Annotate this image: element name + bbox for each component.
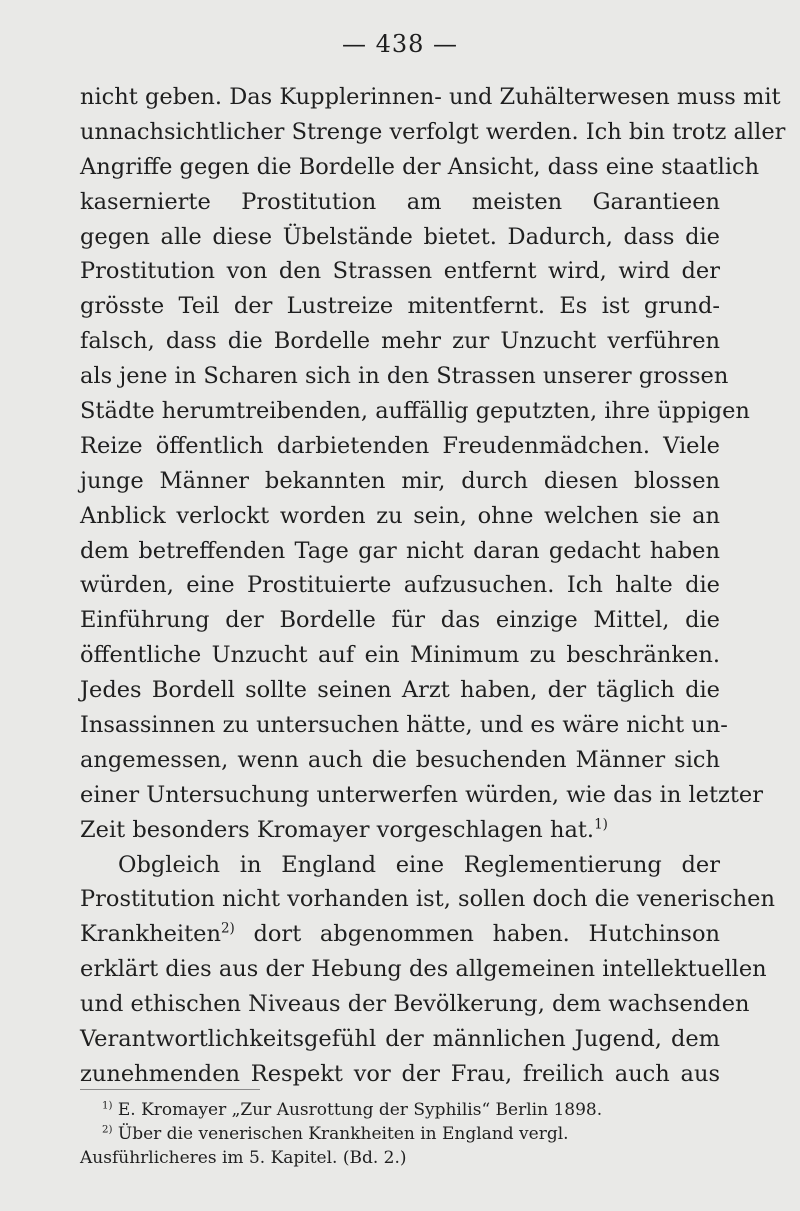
footnote-ref-1: 1) bbox=[594, 816, 608, 833]
text-line-6: Prostitution von den Strassen entfernt wird, wird der bbox=[80, 258, 720, 285]
page-number: — 438 — bbox=[341, 30, 459, 58]
text-line-10: Städte herumtreibenden, auffällig geputzten, ihre üppigen bbox=[80, 398, 750, 425]
text-line-4: kasernierte Prostitution am meisten Garantieen bbox=[80, 188, 720, 215]
text-line-15: würden, eine Prostituierte aufzusuchen. Ich halte die bbox=[80, 572, 720, 599]
text-line-25 bbox=[80, 917, 720, 952]
text-line-25-end: dort abgenommen haben. Hutchinson bbox=[253, 921, 720, 948]
text-line-13: Anblick verlockt worden zu sein, ohne welchen sie an bbox=[80, 502, 720, 529]
text-line-21: einer Untersuchung unterwerfen würden, wie das in letzter bbox=[80, 781, 763, 808]
text-line-23: Obgleich in England eine Reglementierung der bbox=[118, 851, 720, 878]
footnotes bbox=[80, 1098, 720, 1170]
footnote-1-mark: 1) bbox=[102, 1100, 113, 1112]
footnote-2-text: Über die venerischen Krankheiten in England vergl. bbox=[117, 1124, 569, 1144]
text-line-11: Reize öffentlich darbietenden Freudenmädchen. Viele bbox=[80, 432, 720, 459]
footnote-1-text: E. Kromayer „Zur Ausrottung der Syphilis“ Berlin 1898. bbox=[117, 1100, 603, 1120]
footnote-2 bbox=[80, 1122, 720, 1146]
text-line-9: als jene in Scharen sich in den Strassen unserer grossen bbox=[80, 363, 729, 390]
text-line-7: grösste Teil der Lustreize mitentfernt. Es ist grund- bbox=[80, 293, 720, 320]
footnote-2-mark: 2) bbox=[102, 1124, 113, 1136]
text-line-29: zunehmenden Respekt vor der Frau, freilich auch aus bbox=[80, 1060, 720, 1087]
text-line-2: unnachsichtlicher Strenge verfolgt werden. Ich bin trotz aller bbox=[80, 118, 786, 145]
footnote-ref-2: 2) bbox=[220, 920, 235, 937]
text-line-20: angemessen, wenn auch die besuchenden Männer sich bbox=[80, 746, 720, 773]
text-line-19: Insassinnen zu untersuchen hätte, und es wäre nicht un- bbox=[80, 712, 728, 739]
text-line-25-start: Krankheiten bbox=[80, 921, 221, 948]
text-line-12: junge Männer bekannten mir, durch diesen blossen bbox=[80, 467, 720, 494]
text-line-18: Jedes Bordell sollte seinen Arzt haben, der täglich die bbox=[80, 677, 720, 704]
text-line-17: öffentliche Unzucht auf ein Minimum zu beschränken. bbox=[80, 642, 720, 669]
footnote-divider bbox=[80, 1089, 260, 1090]
footnote-1 bbox=[80, 1098, 720, 1122]
text-line-24: Prostitution nicht vorhanden ist, sollen doch die venerischen bbox=[80, 886, 775, 913]
text-line-22-content: Zeit besonders Kromayer vorgeschlagen hat. bbox=[80, 816, 595, 843]
text-line-5: gegen alle diese Übelstände bietet. Dadurch, dass die bbox=[80, 223, 720, 250]
text-line-3: Angriffe gegen die Bordelle der Ansicht, dass eine staatlich bbox=[80, 153, 760, 180]
text-line-26: erklärt dies aus der Hebung des allgemeinen intellektuellen bbox=[80, 956, 767, 983]
text-line-1: nicht geben. Das Kupplerinnen- und Zuhälterwesen muss mit bbox=[80, 84, 781, 110]
body-text bbox=[80, 80, 786, 1092]
text-line-16: Einführung der Bordelle für das einzige Mittel, die bbox=[80, 607, 720, 634]
text-line-8: falsch, dass die Bordelle mehr zur Unzucht verführen bbox=[80, 328, 720, 355]
text-line-22 bbox=[80, 813, 720, 848]
footnote-2-continuation: Ausführlicheres im 5. Kapitel. (Bd. 2.) bbox=[80, 1148, 407, 1168]
text-line-27: und ethischen Niveaus der Bevölkerung, dem wachsenden bbox=[80, 991, 750, 1018]
text-line-14: dem betreffenden Tage gar nicht daran gedacht haben bbox=[80, 537, 720, 564]
text-line-28: Verantwortlichkeitsgefühl der männlichen Jugend, dem bbox=[80, 1026, 720, 1053]
